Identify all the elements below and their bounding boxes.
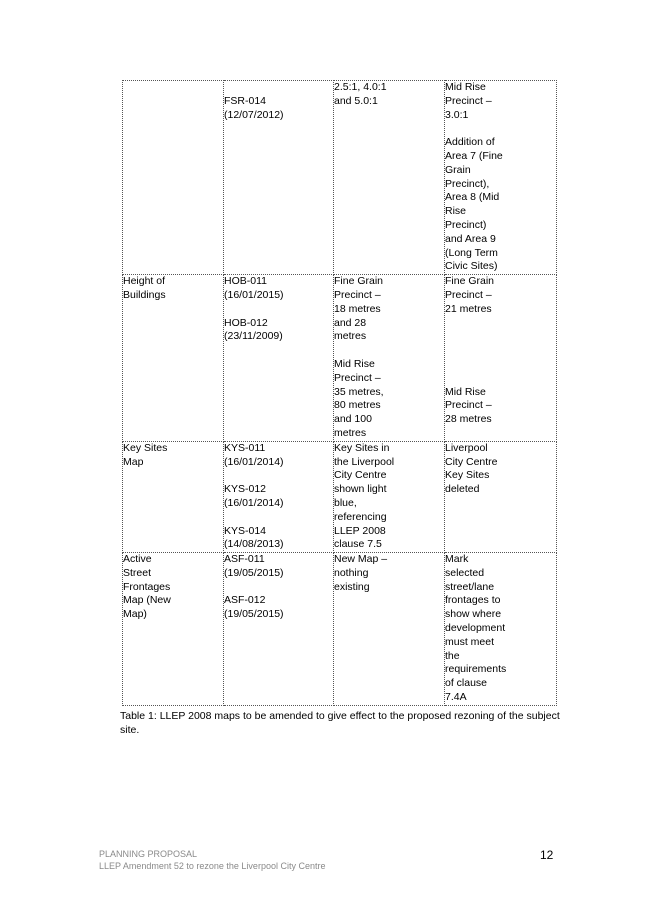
- cell-line: selected: [445, 566, 485, 579]
- cell-line: Civic Sites): [445, 260, 498, 273]
- table-cell-col3: [334, 441, 445, 552]
- cell-line: (14/08/2013): [224, 538, 284, 551]
- cell-line: Precinct –: [445, 288, 492, 301]
- cell-line: and 100: [334, 413, 372, 426]
- table-body: [123, 81, 557, 706]
- cell-line: of clause: [445, 677, 488, 690]
- cell-line: Precinct –: [334, 371, 381, 384]
- table-cell-col1: [123, 275, 224, 442]
- maps-amendment-table: [122, 80, 557, 706]
- cell-line: [224, 511, 328, 525]
- footer-subtitle: LLEP Amendment 52 to rezone the Liverpool City Centre: [99, 860, 326, 871]
- cell-line: must meet: [445, 635, 495, 648]
- cell-line: referencing: [334, 510, 387, 523]
- table-cell-col4: [445, 553, 557, 706]
- cell-line: (19/05/2015): [224, 608, 284, 621]
- footer: [99, 849, 325, 872]
- cell-line: Key Sites: [123, 441, 168, 454]
- cell-line: HOB-011: [224, 275, 267, 288]
- page-number: 12: [540, 848, 554, 862]
- cell-line: Height of: [123, 275, 166, 288]
- cell-line: show where: [445, 608, 502, 621]
- cell-line: 18 metres: [334, 302, 381, 315]
- cell-line: clause 7.5: [334, 538, 382, 551]
- cell-line: existing: [334, 580, 370, 593]
- cell-line: 2.5:1, 4.0:1: [334, 81, 387, 93]
- cell-line: 28 metres: [445, 413, 492, 426]
- cell-line: development: [445, 622, 506, 635]
- cell-line: (23/11/2009): [224, 330, 283, 343]
- table-row: [123, 275, 557, 442]
- cell-line: Fine Grain: [334, 275, 384, 288]
- table-cell-col2: [224, 81, 334, 275]
- table-cell-col4: [445, 275, 557, 442]
- cell-line: Street: [123, 566, 152, 579]
- table-row: [123, 81, 557, 275]
- cell-line: 3.0:1: [445, 108, 469, 121]
- cell-line: KYS-012: [224, 483, 267, 496]
- cell-line: HOB-012: [224, 316, 268, 329]
- cell-line: Area 8 (Mid: [445, 191, 500, 204]
- cell-line: 21 metres: [445, 302, 492, 315]
- cell-line: Frontages: [123, 580, 171, 593]
- cell-line: [445, 317, 551, 331]
- table-cell-col1: [123, 553, 224, 706]
- table-row: [123, 553, 557, 706]
- cell-line: 35 metres,: [334, 385, 384, 398]
- cell-line: [224, 469, 328, 483]
- cell-line: [445, 330, 551, 344]
- cell-line: frontages to: [445, 594, 501, 607]
- cell-line: (16/01/2014): [224, 496, 284, 509]
- cell-line: Map): [123, 608, 147, 621]
- cell-line: City Centre: [334, 469, 387, 482]
- cell-line: [445, 358, 551, 372]
- cell-line: 80 metres: [334, 399, 381, 412]
- cell-line: metres: [334, 330, 367, 343]
- cell-line: Key Sites: [445, 469, 490, 482]
- cell-line: the Liverpool: [334, 455, 395, 468]
- cell-line: and Area 9: [445, 232, 496, 245]
- cell-line: [445, 344, 551, 358]
- cell-line: [224, 581, 328, 595]
- table-cell-col3: [334, 275, 445, 442]
- cell-line: Buildings: [123, 288, 166, 301]
- cell-line: (Long Term: [445, 246, 498, 259]
- cell-line: City Centre: [445, 455, 498, 468]
- cell-line: [224, 303, 328, 317]
- cell-line: blue,: [334, 496, 357, 509]
- cell-line: Fine Grain: [445, 275, 495, 288]
- cell-line: nothing: [334, 566, 369, 579]
- footer-title: PLANNING PROPOSAL: [99, 849, 198, 859]
- cell-line: [445, 122, 551, 136]
- cell-line: Area 7 (Fine: [445, 149, 503, 162]
- cell-line: Mid Rise: [334, 357, 375, 370]
- cell-line: Map: [123, 455, 144, 468]
- cell-line: New Map –: [334, 553, 388, 566]
- table-row: [123, 441, 557, 552]
- cell-line: Liverpool: [445, 441, 488, 454]
- cell-line: Map (New: [123, 594, 171, 607]
- cell-line: Rise: [445, 205, 467, 218]
- table-cell-col2: [224, 441, 334, 552]
- cell-line: Mid Rise: [445, 81, 486, 93]
- cell-line: (16/01/2015): [224, 288, 284, 301]
- cell-line: KYS-011: [224, 441, 266, 454]
- table-cell-col1: [123, 441, 224, 552]
- cell-line: [445, 372, 551, 386]
- cell-line: Grain: [445, 163, 471, 176]
- cell-line: Mid Rise: [445, 385, 486, 398]
- table-cell-col3: [334, 553, 445, 706]
- cell-line: Addition of: [445, 136, 495, 149]
- cell-line: Precinct –: [334, 288, 381, 301]
- table-caption: Table 1: LLEP 2008 maps to be amended to give effect to the proposed rezoning of the subject site.: [120, 710, 560, 736]
- cell-line: deleted: [445, 483, 480, 496]
- cell-line: metres: [334, 426, 367, 439]
- table-cell-col3: [334, 81, 445, 275]
- cell-line: the: [445, 649, 460, 662]
- cell-line: Precinct –: [445, 399, 492, 412]
- cell-line: [224, 81, 328, 95]
- cell-line: ASF-011: [224, 553, 265, 566]
- table-cell-col4: [445, 441, 557, 552]
- table-cell-col4: [445, 81, 557, 275]
- cell-line: Mark: [445, 553, 469, 566]
- table-cell-col2: [224, 553, 334, 706]
- cell-line: KYS-014: [224, 524, 267, 537]
- table-cell-col1: [123, 81, 224, 275]
- cell-line: 7.4A: [445, 691, 467, 704]
- cell-line: LLEP 2008: [334, 524, 386, 537]
- cell-line: Precinct): [445, 218, 487, 231]
- cell-line: Precinct),: [445, 177, 490, 190]
- cell-line: Precinct –: [445, 94, 492, 107]
- cell-line: (16/01/2014): [224, 455, 284, 468]
- cell-line: [334, 344, 439, 358]
- cell-line: street/lane: [445, 580, 495, 593]
- cell-line: shown light: [334, 483, 387, 496]
- cell-line: Key Sites in: [334, 441, 390, 454]
- cell-line: requirements: [445, 663, 507, 676]
- cell-line: ASF-012: [224, 594, 266, 607]
- cell-line: Active: [123, 553, 152, 566]
- cell-line: and 28: [334, 316, 367, 329]
- cell-line: (19/05/2015): [224, 566, 284, 579]
- cell-line: FSR-014: [224, 94, 267, 107]
- cell-line: (12/07/2012): [224, 108, 284, 121]
- table-cell-col2: [224, 275, 334, 442]
- cell-line: and 5.0:1: [334, 94, 378, 107]
